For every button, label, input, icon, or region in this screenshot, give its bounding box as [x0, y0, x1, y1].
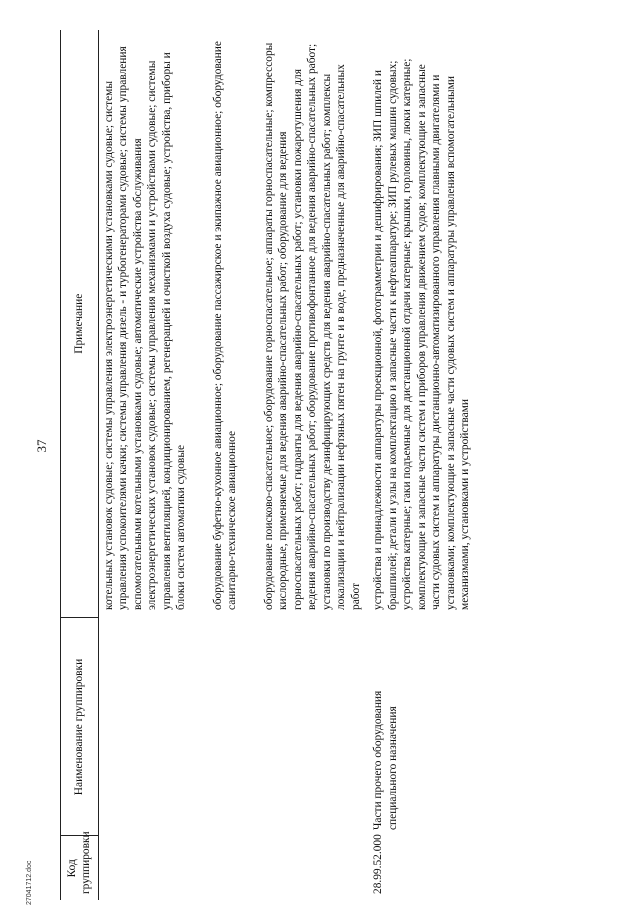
note-paragraph: устройства и принадлежности аппаратуры проекционной, фотограмметрии и дешифрирования; ЗИП шпилей и брашпилей; детали и узлы на комплектацию и запасные части к нефтеаппаратуре; ЗИП рулевых машин судовых; устройства катерные; гаки подъемные для дистанционной отдачи катерные; крышки, горловины, люки катерные; комплектующие и запасные части систем и приборов управления движением судов; комплектующие и запасные части судовых систем и аппаратуры дистанционно-автоматизированного управления главными двигателями и установками; комплектующие и запасные части судовых систем и аппаратуры управления вспомогательными механизмами, установками и устройствами	[372, 58, 472, 610]
header-code: Код группировки	[61, 836, 99, 900]
note-paragraph: оборудование буфетно-кухонное авиационное; оборудование пассажирское и экипажное авиационное; оборудование санитарно-техническое авиационное	[211, 41, 239, 610]
document-filename: 27041712.doc	[26, 860, 33, 905]
table-header-row	[61, 30, 99, 900]
page-number: 37	[34, 439, 49, 453]
header-name: Наименование группировки	[61, 618, 99, 836]
note-paragraph: котельных установок судовые; системы управления электроэнергетическими установками судовые; системы управления успокоителями качки; системы управления дизель - и турбогенераторами судовые; системы управления вспомогательными котельными установками судовые; автоматические устройства обслуживания электроэнергетических установок судовые; системы управления механизмами и устройствами судовые; системы управления вентиляцией, кондиционированием, регенерацией и очисткой воздуха судовые; устройства, приборы и блоки систем автоматики судовые	[102, 46, 188, 610]
note-paragraph: оборудование поисково-спасательное; оборудование горноспасательное; аппараты горноспасательные; компрессоры кислородные, применяемые для ведения аварийно-спасательных работ; оборудование для ведения горноспасательных работ; гидранты для ведения аварийно-спасательных работ; установки пожаротушения для ведения аварийно-спасательных работ; оборудование противофонтанное для ведения аварийно-спасательных работ; установки по производству дезинфицирующих средств для ведения аварийно-спасательных работ; комплексы локализации и нейтрализации нефтяных пятен на грунте и в воде, предназначенные для аварийно-спасательных работ	[262, 42, 362, 610]
cell-note	[98, 30, 365, 618]
cell-name	[98, 618, 365, 836]
cell-code: 28.99.52.000	[372, 834, 385, 894]
rotated-table-container	[60, 30, 560, 900]
header-note: Примечание	[61, 30, 99, 618]
table-row	[365, 30, 474, 900]
cell-name: Части прочего оборудования специального назначения	[372, 690, 399, 830]
table-row	[98, 30, 365, 900]
classification-table	[60, 30, 475, 900]
cell-note	[365, 30, 474, 618]
cell-code	[98, 836, 365, 900]
